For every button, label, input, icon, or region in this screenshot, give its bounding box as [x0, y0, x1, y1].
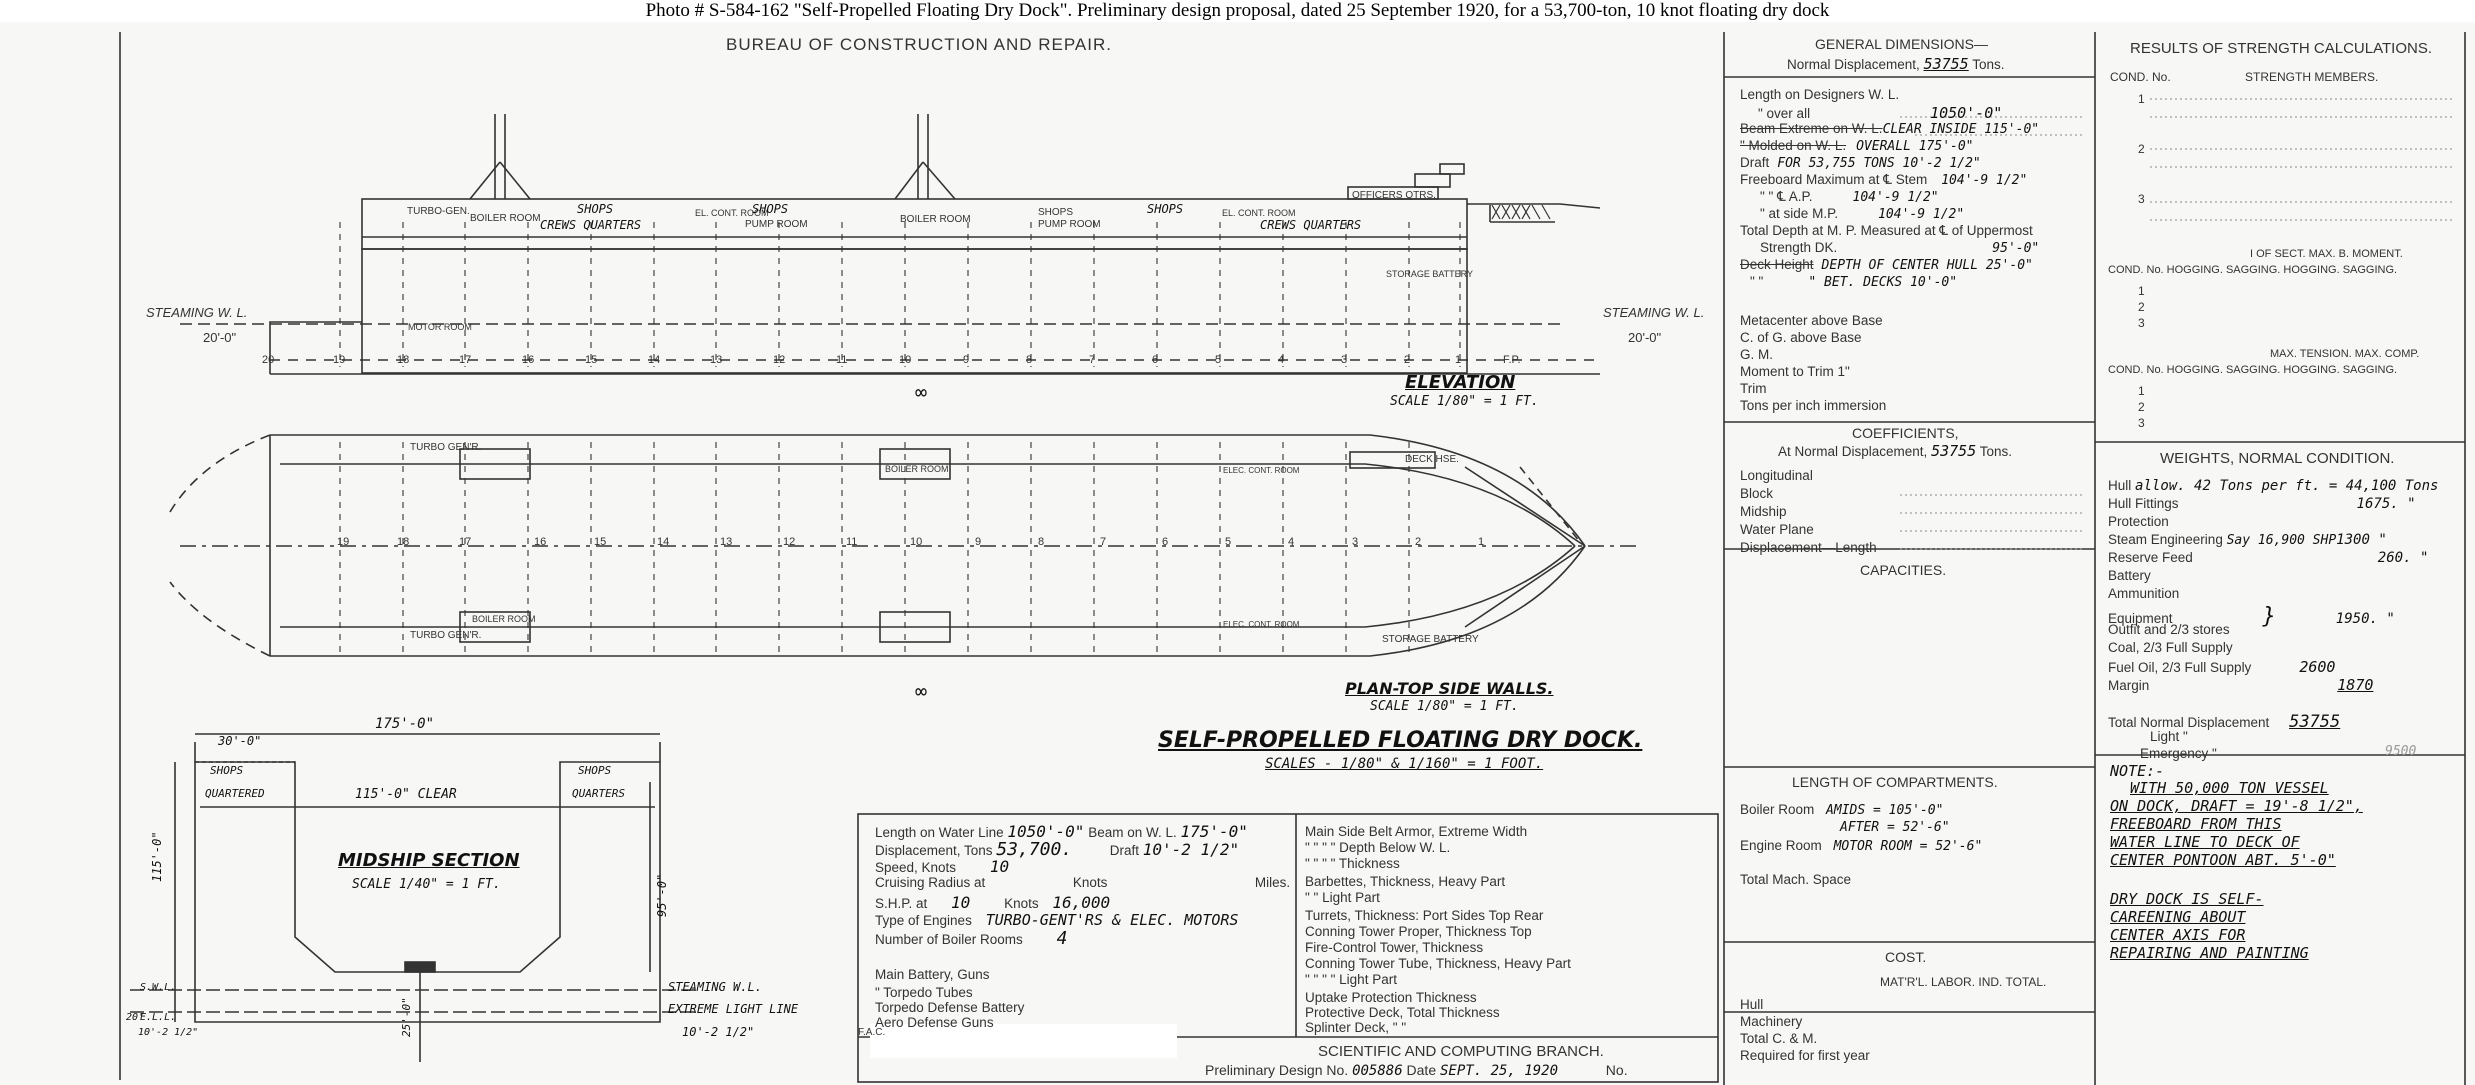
midship-steaming-wl: STEAMING W.L. [668, 980, 762, 994]
weight-row [2108, 658, 2335, 676]
weight-note: allow. 42 Tons per ft. = 44,100 Tons [2135, 478, 2439, 494]
spec-label: Draft [1109, 843, 1139, 858]
spec-value: TURBO-GENT'RS & ELEC. MOTORS [985, 911, 1239, 929]
no-label: No. [1605, 1062, 1628, 1078]
strength-num: 3 [2138, 416, 2145, 430]
frame-number: F.P. [1503, 354, 1521, 366]
weight-row [2108, 622, 2230, 637]
engine-room-value: MOTOR ROOM = 52'-6" [1833, 839, 1983, 854]
weight-row [2108, 676, 2373, 694]
spec-row: Main Battery, Guns [875, 967, 990, 982]
gd-label: Deck Height [1740, 257, 1814, 272]
normal-disp-value: 53755 [1923, 55, 1969, 73]
compartments-title: LENGTH OF COMPARTMENTS. [1792, 774, 1998, 790]
gd-label: " " [1750, 274, 1764, 289]
weight-row [2108, 514, 2169, 529]
weight-label: Steam Engineering [2108, 532, 2223, 547]
plan-label-storage-battery: STORAGE BATTERY [1382, 634, 1479, 645]
weight-label: Fuel Oil, 2/3 Full Supply [2108, 660, 2252, 675]
weight-row [2108, 550, 2428, 566]
boiler-room-label: Boiler Room [1740, 802, 1815, 817]
weight-row [2108, 532, 2387, 548]
strength-num: 1 [2138, 284, 2145, 298]
frame-number: 18 [397, 354, 410, 366]
frame-number: 8 [1026, 354, 1033, 366]
centerline-symbol-1: ∞ [915, 380, 928, 404]
light-row: Light " [2150, 729, 2188, 744]
armor-row: Turrets, Thickness: Port Sides Top Rear [1305, 908, 1544, 923]
weight-label: Hull Fittings [2108, 496, 2179, 511]
spec-value: 10'-2 1/2" [1142, 840, 1240, 859]
weight-label: Battery [2108, 568, 2151, 583]
note-line: REPAIRING AND PAINTING [2110, 944, 2309, 962]
note-line: WATER LINE TO DECK OF [2110, 833, 2300, 851]
spec-label: Type of Engines [875, 913, 972, 928]
note-line: CENTER AXIS FOR [2110, 926, 2246, 944]
engine-room-row [1740, 838, 1982, 854]
frame-number: 11 [836, 354, 848, 366]
frame-number: 2 [1415, 536, 1422, 548]
note-line: CAREENING ABOUT [2110, 908, 2246, 926]
strength-members: STRENGTH MEMBERS. [2245, 70, 2379, 84]
comp-el-cont-fwd: EL. CONT. ROOM [1222, 208, 1296, 218]
weight-label: Coal, 2/3 Full Supply [2108, 640, 2233, 655]
frame-number: 9 [975, 536, 982, 548]
capacities-title: CAPACITIES. [1860, 562, 1947, 578]
spec-row [875, 911, 1238, 929]
branch-title: SCIENTIFIC AND COMPUTING BRANCH. [1318, 1043, 1604, 1060]
gd-row [1740, 138, 1974, 154]
comp-storage-battery: STORAGE BATTERY [1386, 269, 1474, 279]
spec-value: 16,000 [1052, 893, 1111, 912]
gd-row [1740, 121, 2039, 137]
midship-ell: E.L.L. [140, 1012, 177, 1023]
main-scales: SCALES - 1/80" & 1/160" = 1 FOOT. [1265, 756, 1544, 772]
boiler-room-row [1740, 802, 1943, 818]
note-line: NOTE:- [2110, 762, 2165, 780]
armor-row: " " " " Thickness [1305, 856, 1400, 871]
gd-row [1740, 364, 1850, 379]
weight-label: Hull [2108, 478, 2132, 493]
frame-number: 7 [1100, 536, 1107, 548]
gd-row [1740, 223, 2033, 239]
comp-crews-quarters-fwd: CREWS QUARTERS [1260, 218, 1362, 232]
frame-number: 19 [333, 354, 346, 366]
cost-row: Hull [1740, 997, 1764, 1012]
gd-label: Draft [1740, 155, 1770, 170]
boiler-room-value-2: AFTER = 52'-6" [1840, 820, 1950, 835]
coef-sub-value: 53755 [1931, 442, 1977, 460]
frame-number: 13 [710, 354, 723, 366]
gd-value: 1050'-0" [1930, 104, 2003, 122]
spec-row [875, 875, 1290, 890]
frame-number: 17 [459, 536, 472, 548]
gd-label: Beam Extreme on W. L. [1740, 121, 1883, 136]
frame-number: 1 [1478, 536, 1485, 548]
armor-row: Conning Tower Tube, Thickness, Heavy Part [1305, 956, 1571, 971]
spec-value: 53,700. [996, 839, 1073, 860]
pencil-note: 9500 [2385, 744, 2417, 759]
midship-swl: S.W.L. [140, 982, 177, 993]
comp-turbo-gen: TURBO-GEN. [407, 206, 470, 217]
frame-number: 7 [1089, 354, 1096, 366]
gd-label: C. of G. above Base [1740, 330, 1862, 345]
frame-number: 4 [1278, 354, 1285, 366]
gd-label: " " ℄ A.P. [1760, 189, 1813, 204]
comp-motor-room: MOTOR ROOM [408, 322, 472, 332]
plan-scale: SCALE 1/80" = 1 FT. [1370, 699, 1519, 714]
frame-number: 15 [585, 354, 598, 366]
plan-label-boiler-bottom: BOILER ROOM [472, 614, 536, 624]
tons-label: Tons. [1972, 57, 2005, 72]
frame-number: 10 [899, 354, 912, 366]
gd-row [1740, 313, 1883, 328]
frame-number: 19 [337, 536, 350, 548]
comp-shops-1: SHOPS [577, 202, 614, 216]
general-title: GENERAL DIMENSIONS— [1815, 36, 1988, 52]
frame-number: 12 [773, 354, 786, 366]
frame-number: 11 [846, 536, 858, 548]
midship-scale: SCALE 1/40" = 1 FT. [352, 877, 501, 892]
note-line: CENTER PONTOON ABT. 5'-0" [2110, 851, 2336, 869]
spec-value: 4 [1056, 928, 1068, 949]
midship-d20: 20' [126, 1012, 145, 1023]
gd-value: DEPTH OF CENTER HULL 25'-0" [1821, 258, 2033, 273]
gd-value: 104'-9 1/2" [1852, 190, 1939, 205]
plan-label-turbo-gen-top: TURBO GEN'R. [410, 442, 482, 453]
engine-room-label: Engine Room [1740, 838, 1822, 853]
midship-d10: 10'-2 1/2" [138, 1027, 199, 1038]
normal-disp-label: Normal Displacement, [1787, 57, 1920, 72]
spec-label: S.H.P. at [875, 896, 928, 911]
coef-row: Midship [1740, 504, 1787, 519]
frame-number: 6 [1152, 354, 1159, 366]
gd-row [1740, 172, 2027, 188]
design-number-line [1205, 1062, 1628, 1079]
photo-caption: Photo # S-584-162 "Self-Propelled Floating Dry Dock". Preliminary design proposal, dated 25 September 1920, for a 53,700-ton, 10 knot floating dry dock [645, 0, 1830, 21]
boiler-room-value: AMIDS = 105'-0" [1826, 803, 1944, 818]
weight-label: Outfit and 2/3 stores [2108, 622, 2230, 637]
strength-cond-no: COND. No. [2110, 70, 2171, 84]
plan-label-boiler-top: BOILER ROOM [885, 464, 949, 474]
gd-label: Strength DK. [1760, 240, 1838, 255]
midship-shops-left: SHOPS [210, 764, 244, 777]
frame-number: 3 [1352, 536, 1359, 548]
strength-num: 2 [2138, 400, 2145, 414]
frame-number: 16 [522, 354, 535, 366]
spec-label: Knots [1072, 875, 1108, 890]
mach-space-row: Total Mach. Space [1740, 872, 1852, 887]
frame-number: 2 [1404, 354, 1411, 366]
weight-label: Margin [2108, 678, 2150, 693]
spec-row [875, 928, 1067, 949]
cost-row: Machinery [1740, 1014, 1803, 1029]
armor-row: Conning Tower Proper, Thickness Top [1305, 924, 1532, 939]
total-displacement [2108, 712, 2340, 732]
gd-label: " Molded on W. L. [1740, 138, 1847, 153]
frame-number: 1 [1455, 354, 1462, 366]
gd-label: " at side M.P. [1760, 206, 1839, 221]
note-line: WITH 50,000 TON VESSEL [2130, 779, 2329, 797]
coefficients-title: COEFFICIENTS, [1852, 425, 1959, 441]
comp-pump-room-fwd: PUMP ROOM [1038, 219, 1101, 230]
spec-label: Length on Water Line [875, 825, 1004, 840]
comp-boiler-room-mid: BOILER ROOM [900, 214, 971, 225]
midship-shops-right: SHOPS [578, 764, 612, 777]
steaming-wl-left: STEAMING W. L. [146, 305, 248, 320]
spec-value: 175'-0" [1180, 822, 1248, 841]
spec-row [875, 857, 1009, 876]
frame-number: 12 [783, 536, 796, 548]
cost-columns: MAT'R'L. LABOR. IND. TOTAL. [1880, 975, 2047, 989]
weight-value: 1950. " [2335, 611, 2395, 627]
cost-title: COST. [1885, 949, 1927, 965]
weight-label: Protection [2108, 514, 2169, 529]
depth-right: 20'-0" [1628, 330, 1662, 345]
date-label: Date [1406, 1062, 1437, 1078]
weights-title: WEIGHTS, NORMAL CONDITION. [2160, 450, 2395, 467]
weight-value: 1675. " [2356, 496, 2416, 512]
plan-label-elec-bottom: ELEC. CONT. ROOM [1223, 620, 1300, 629]
design-no-label: Preliminary Design No. [1205, 1062, 1349, 1078]
comp-pump-room-aft: PUMP ROOM [745, 219, 808, 230]
strength-num: 1 [2138, 384, 2145, 398]
armor-row: " " Light Part [1305, 890, 1380, 905]
tons-label: Tons. [1979, 444, 2013, 459]
frame-number: 10 [910, 536, 923, 548]
weight-row [2108, 640, 2233, 655]
plan-label-elec-top: ELEC. CONT. ROOM [1223, 466, 1300, 475]
midship-pontoon: 25'-0" [400, 997, 413, 1037]
comp-el-cont-aft: EL. CONT. ROOM [695, 208, 769, 218]
total-value: 53755 [2289, 712, 2341, 732]
depth-left: 20'-0" [203, 330, 237, 345]
gd-row [1740, 347, 1773, 362]
spec-label: Miles. [1254, 875, 1291, 890]
gd-row [1740, 257, 2033, 273]
comp-crews-quarters-aft: CREWS QUARTERS [540, 218, 642, 232]
date-value: SEPT. 25, 1920 [1440, 1063, 1559, 1079]
comp-officers-qtrs: OFFICERS QTRS. [1352, 190, 1436, 201]
midship-extreme-light: EXTREME LIGHT LINE [668, 1002, 799, 1016]
comp-shops-4: SHOPS [1147, 202, 1184, 216]
frame-number: 6 [1162, 536, 1169, 548]
spec-label: Knots [1004, 896, 1039, 911]
coef-row: Water Plane [1740, 522, 1814, 537]
weight-value: 260. " [2377, 550, 2429, 566]
gd-value: 95'-0" [1992, 241, 2040, 256]
frame-number: 14 [648, 354, 661, 366]
normal-displacement [1787, 55, 2005, 73]
midship-height: 115'-0" [150, 831, 164, 882]
spec-fac: F.A.C. [858, 1027, 886, 1038]
sect-header-2: COND. No. HOGGING. SAGGING. HOGGING. SAGGING. [2108, 264, 2398, 276]
midship-depth: 95'-0" [655, 873, 669, 917]
gd-row [1740, 330, 1862, 345]
frame-number: 17 [459, 354, 472, 366]
gd-value: 104'-9 1/2" [1941, 173, 2028, 188]
coefficients-sub [1778, 442, 2012, 460]
plan-title: PLAN-TOP SIDE WALLS. [1345, 679, 1554, 698]
elevation-scale: SCALE 1/80" = 1 FT. [1390, 394, 1539, 409]
frame-number: 5 [1225, 536, 1232, 548]
spec-row: Aero Defense Guns [875, 1015, 994, 1030]
coef-row: Block [1740, 486, 1774, 501]
armor-row: Barbettes, Thickness, Heavy Part [1305, 874, 1506, 889]
coef-row: Displacement—Length [1740, 540, 1877, 555]
emergency-row: Emergency " [2140, 746, 2217, 761]
armor-row: Uptake Protection Thickness [1305, 990, 1477, 1005]
spec-row: " Torpedo Tubes [875, 985, 973, 1000]
gd-row [1740, 155, 1981, 171]
gd-row [1740, 240, 2039, 256]
armor-row: Fire-Control Tower, Thickness [1305, 940, 1484, 955]
bureau-title: BUREAU OF CONSTRUCTION AND REPAIR. [726, 35, 1112, 54]
frame-number: 3 [1341, 354, 1348, 366]
midship-draft-right: 10'-2 1/2" [682, 1025, 755, 1039]
gd-value: OVERALL 175'-0" [1856, 139, 1974, 154]
steaming-wl-right: STEAMING W. L. [1603, 305, 1705, 320]
gd-label: G. M. [1740, 347, 1773, 362]
weight-row [2108, 496, 2416, 512]
coef-row: Longitudinal [1740, 468, 1813, 483]
strength-num: 3 [2138, 316, 2145, 330]
spec-value: 10 [951, 893, 971, 912]
plan-label-turbo-gen-bottom: TURBO GEN'R. [410, 630, 482, 641]
frame-number: 14 [657, 536, 670, 548]
midship-clear: 115'-0" CLEAR [355, 787, 457, 802]
weight-value: 2600 [2299, 658, 2336, 676]
midship-quarters-right: QUARTERS [572, 787, 625, 800]
elevation-title: ELEVATION [1405, 372, 1516, 393]
gd-row [1740, 206, 1964, 222]
gd-row [1740, 87, 1899, 102]
armor-row: " " " " Light Part [1305, 972, 1397, 987]
gd-label: Trim [1740, 381, 1767, 396]
gd-label: Length on Designers W. L. [1740, 87, 1900, 102]
design-no-value: 005886 [1352, 1063, 1403, 1079]
blueprint-sheet [0, 22, 2475, 1085]
strength-num: 1 [2138, 92, 2145, 106]
weight-row: Equipment } 1950. " [2108, 604, 2395, 629]
cost-row: Total C. & M. [1740, 1031, 1818, 1046]
spec-value: 1050'-0" [1007, 822, 1085, 841]
midship-quarters-left: QUARTERED [205, 787, 265, 800]
gd-value: FOR 53,755 TONS 10'-2 1/2" [1777, 156, 1981, 171]
strength-title: RESULTS OF STRENGTH CALCULATIONS. [2130, 40, 2432, 57]
weight-note: Say 16,900 SHP [2226, 533, 2337, 548]
frame-number: 13 [720, 536, 733, 548]
gd-value: 104'-9 1/2" [1878, 207, 1965, 222]
armor-row: Splinter Deck, " " [1305, 1020, 1407, 1035]
gd-label: Freeboard Maximum at ℄ Stem [1740, 172, 1928, 187]
sect-header-1: I OF SECT. MAX. B. MOMENT. [2250, 248, 2403, 260]
spec-row: Torpedo Defense Battery [875, 1000, 1025, 1015]
weight-label: Equipment [2108, 611, 2173, 626]
centerline-symbol-2: ∞ [915, 679, 928, 703]
weight-label: Ammunition [2108, 586, 2180, 601]
cost-row: Required for first year [1740, 1048, 1870, 1063]
frame-number: 20 [262, 354, 275, 366]
frame-number: 9 [963, 354, 970, 366]
armor-row: Main Side Belt Armor, Extreme Width [1305, 824, 1528, 839]
armor-row: " " " " Depth Below W. L. [1305, 840, 1451, 855]
frame-number: 18 [397, 536, 410, 548]
comp-shops-3: SHOPS [1038, 207, 1074, 218]
gd-row [1740, 104, 2002, 122]
spec-label: Number of Boiler Rooms [875, 932, 1023, 947]
comp-boiler-room-aft: BOILER ROOM [470, 213, 541, 224]
total-label: Total Normal Displacement [2108, 715, 2270, 730]
gd-label: Total Depth at M. P. Measured at ℄ of Uppermost [1740, 223, 2033, 238]
frame-number: 4 [1288, 536, 1295, 548]
weight-row [2108, 586, 2179, 601]
gd-label: Metacenter above Base [1740, 313, 1883, 328]
frame-number: 16 [534, 536, 547, 548]
main-drawing-title: SELF-PROPELLED FLOATING DRY DOCK. [1158, 728, 1643, 753]
frame-number: 8 [1038, 536, 1045, 548]
gd-value: " BET. DECKS 10'-0" [1808, 275, 1958, 290]
frame-number: 15 [594, 536, 607, 548]
gd-row [1740, 381, 1767, 396]
weight-row [2108, 568, 2151, 583]
note-line: DRY DOCK IS SELF- [2110, 890, 2264, 908]
midship-title: MIDSHIP SECTION [338, 850, 520, 871]
weight-value: 1300 " [2336, 532, 2387, 548]
comp-shops-2: SHOPS [752, 202, 789, 216]
gd-label: Moment to Trim 1" [1740, 364, 1850, 379]
note-line: ON DOCK, DRAFT = 19'-8 1/2", [2110, 797, 2363, 815]
gd-label: " over all [1758, 106, 1811, 121]
tension-header-2: COND. No. HOGGING. SAGGING. HOGGING. SAGGING. [2108, 364, 2398, 376]
armor-row: Protective Deck, Total Thickness [1305, 1005, 1500, 1020]
coef-sub-label: At Normal Displacement, [1778, 444, 1928, 459]
gd-row [1740, 274, 1957, 290]
spec-label: Beam on W. L. [1088, 825, 1177, 840]
gd-row [1740, 398, 1886, 413]
spec-label: Displacement, Tons [875, 843, 993, 858]
strength-num: 2 [2138, 300, 2145, 314]
strength-num: 2 [2138, 142, 2145, 156]
gd-value: CLEAR INSIDE 115'-0" [1882, 122, 2040, 137]
note-line: FREEBOARD FROM THIS [2110, 815, 2282, 833]
gd-label: Tons per inch immersion [1740, 398, 1887, 413]
spec-label: Speed, Knots [875, 860, 957, 875]
gd-row [1740, 189, 1939, 205]
midship-beam: 175'-0" [375, 716, 435, 732]
strength-num: 3 [2138, 192, 2145, 206]
spec-row [875, 893, 1110, 912]
tension-header-1: MAX. TENSION. MAX. COMP. [2270, 348, 2420, 360]
frame-number: 5 [1215, 354, 1222, 366]
weight-value: 1870 [2337, 676, 2374, 694]
weight-label: Reserve Feed [2108, 550, 2193, 565]
midship-wall-width: 30'-0" [218, 734, 262, 748]
spec-value: 10 [989, 857, 1010, 876]
plan-label-deck-house: DECK HSE. [1405, 454, 1459, 465]
spec-label: Cruising Radius at [875, 875, 986, 890]
weight-row [2108, 478, 2438, 494]
